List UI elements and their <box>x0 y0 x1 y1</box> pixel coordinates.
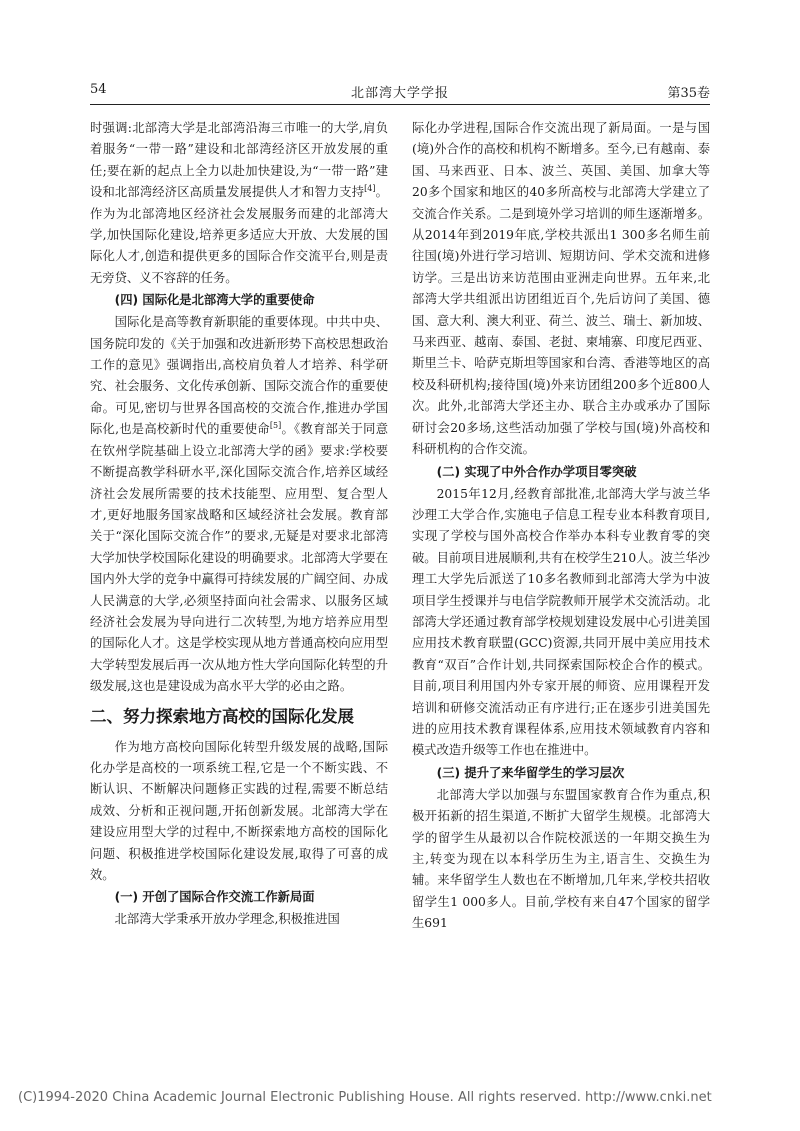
left-column <box>90 118 388 931</box>
citation-ref: [4] <box>364 184 376 194</box>
paragraph: 北部湾大学以加强与东盟国家教育合作为重点,积极开拓新的招生渠道,不断扩大留学生规模。北部湾大学的留学生从最初以合作院校派送的一年期交换生为主,转变为现在以本科学历生为主,语言生、交换生为辅。来华留学生人数也在不断增加,几年来,学校共招收留学生1 000多人。目前,学校有来自47个国家的留学生691 <box>412 787 710 931</box>
paragraph: 作为地方高校向国际化转型升级发展的战略,国际化办学是高校的一项系统工程,它是一个不断实践、不断认识、不断解决问题修正实践的过程,需要不断总结成效、分析和正视问题,开拓创新发展。北部湾大学在建设应用型大学的过程中,不断探索地方高校的国际化问题、积极推进学校国际化建设发展,取得了可喜的成效。 <box>90 739 388 882</box>
paragraph: 2015年12月,经教育部批准,北部湾大学与波兰华沙理工大学合作,实施电子信息工程专业本科教育项目,实现了学校与国外高校合作举办本科专业教育零的突破。目前项目进展顺利,共有在校学生210人。波兰华沙理工大学先后派送了10多名教师到北部湾大学为中波项目学生授课并与电信学院教师开展学术交流活动。北部湾大学还通过教育部学校规划建设发展中心引进美国应用技术教育联盟(GCC)资源,共同开展中美应用技术教育“双百”合作计划,共同探索国际校企合作的模式。目前,项目利用国内外专家开展的师资、应用课程开发培训和研修交流活动正有序进行;正在逐步引进美国先进的应用技术教育课程体系,应用技术领域教育内容和模式改造升级等工作也在推进中。 <box>412 486 710 758</box>
subsection-heading: (二) 实现了中外合作办学项目零突破 <box>436 464 637 479</box>
copyright-footer: (C)1994-2020 China Academic Journal Electronic Publishing House. All rights reserved. http://www.cnki.net <box>18 1090 712 1105</box>
subsection-heading: (四) 国际化是北部湾大学的重要使命 <box>114 293 315 308</box>
section-heading: 二、努力探索地方高校的国际化发展 <box>90 706 354 726</box>
journal-title: 北部湾大学学报 <box>350 86 449 101</box>
subsection-heading: (一) 开创了国际合作交流工作新局面 <box>114 890 315 905</box>
paragraph: 时强调:北部湾大学是北部湾沿海三市唯一的大学,肩负着服务“一带一路”建设和北部湾经济区开放发展的重任;要在新的起点上全力以赴加快建设,为“一带一路”建设和北部湾经济区高质量发展提供人才和智力支持[4]。作为为北部湾地区经济社会发展服务而建的北部湾大学,加快国际化建设,培养更多适应大开放、大发展的国际化人才,创造和提供更多的国际合作交流平台,则是责无旁贷、义不容辞的任务。 <box>90 121 388 285</box>
running-header <box>90 78 710 105</box>
page-number: 54 <box>90 82 107 97</box>
right-column <box>412 118 710 935</box>
paragraph: 北部湾大学秉承开放办学理念,积极推进国 <box>114 912 340 927</box>
volume-label: 第35卷 <box>667 86 710 101</box>
paragraph: 国际化是高等教育新职能的重要体现。中共中央、国务院印发的《关于加强和改进新形势下高校思想政治工作的意见》强调指出,高校肩负着人才培养、科学研究、社会服务、文化传承创新、国际交流合作的重要使命。可见,密切与世界各国高校的交流合作,推进办学国际化,也是高校新时代的重要使命[5]。《教育部关于同意在钦州学院基础上设立北部湾大学的函》要求:学校要不断提高教学科研水平,深化国际交流合作,培养区域经济社会发展所需要的技术技能型、应用型、复合型人才,更好地服务国家战略和区域经济社会发展。教育部关于“深化国际交流合作”的要求,无疑是对要求北部湾大学加快学校国际化建设的明确要求。北部湾大学要在国内外大学的竞争中赢得可持续发展的广阔空间、办成人民满意的大学,必须坚持面向社会需求、以服务区域经济社会发展为导向进行二次转型,为地方培养应用型的国际化人才。这是学校实现从地方普通高校向应用型大学转型发展后再一次从地方性大学向国际化转型的升级发展,这也是建设成为高水平大学的必由之路。 <box>90 315 388 694</box>
subsection-heading: (三) 提升了来华留学生的学习层次 <box>436 765 625 780</box>
paragraph: 际化办学进程,国际合作交流出现了新局面。一是与国(境)外合作的高校和机构不断增多。至今,已有越南、泰国、马来西亚、日本、波兰、英国、美国、加拿大等20多个国家和地区的40多所高校与北部湾大学建立了交流合作关系。二是到境外学习培训的师生逐渐增多。从2014年到2019年底,学校共派出1 300多名师生前往国(境)外进行学习培训、短期访问、学术交流和进修访学。三是出访来访范围由亚洲走向世界。五年来,北部湾大学共组派出访团组近百个,先后访问了美国、德国、意大利、澳大利亚、荷兰、波兰、瑞士、新加坡、马来西亚、越南、泰国、老挝、柬埔寨、印度尼西亚、斯里兰卡、哈萨克斯坦等国家和台湾、香港等地区的高校及科研机构;接待国(境)外来访团组200多个近800人次。此外,北部湾大学还主办、联合主办或承办了国际研讨会20多场,这些活动加强了学校与国(境)外高校和科研机构的合作交流。 <box>412 121 710 457</box>
citation-ref: [5] <box>269 421 282 431</box>
